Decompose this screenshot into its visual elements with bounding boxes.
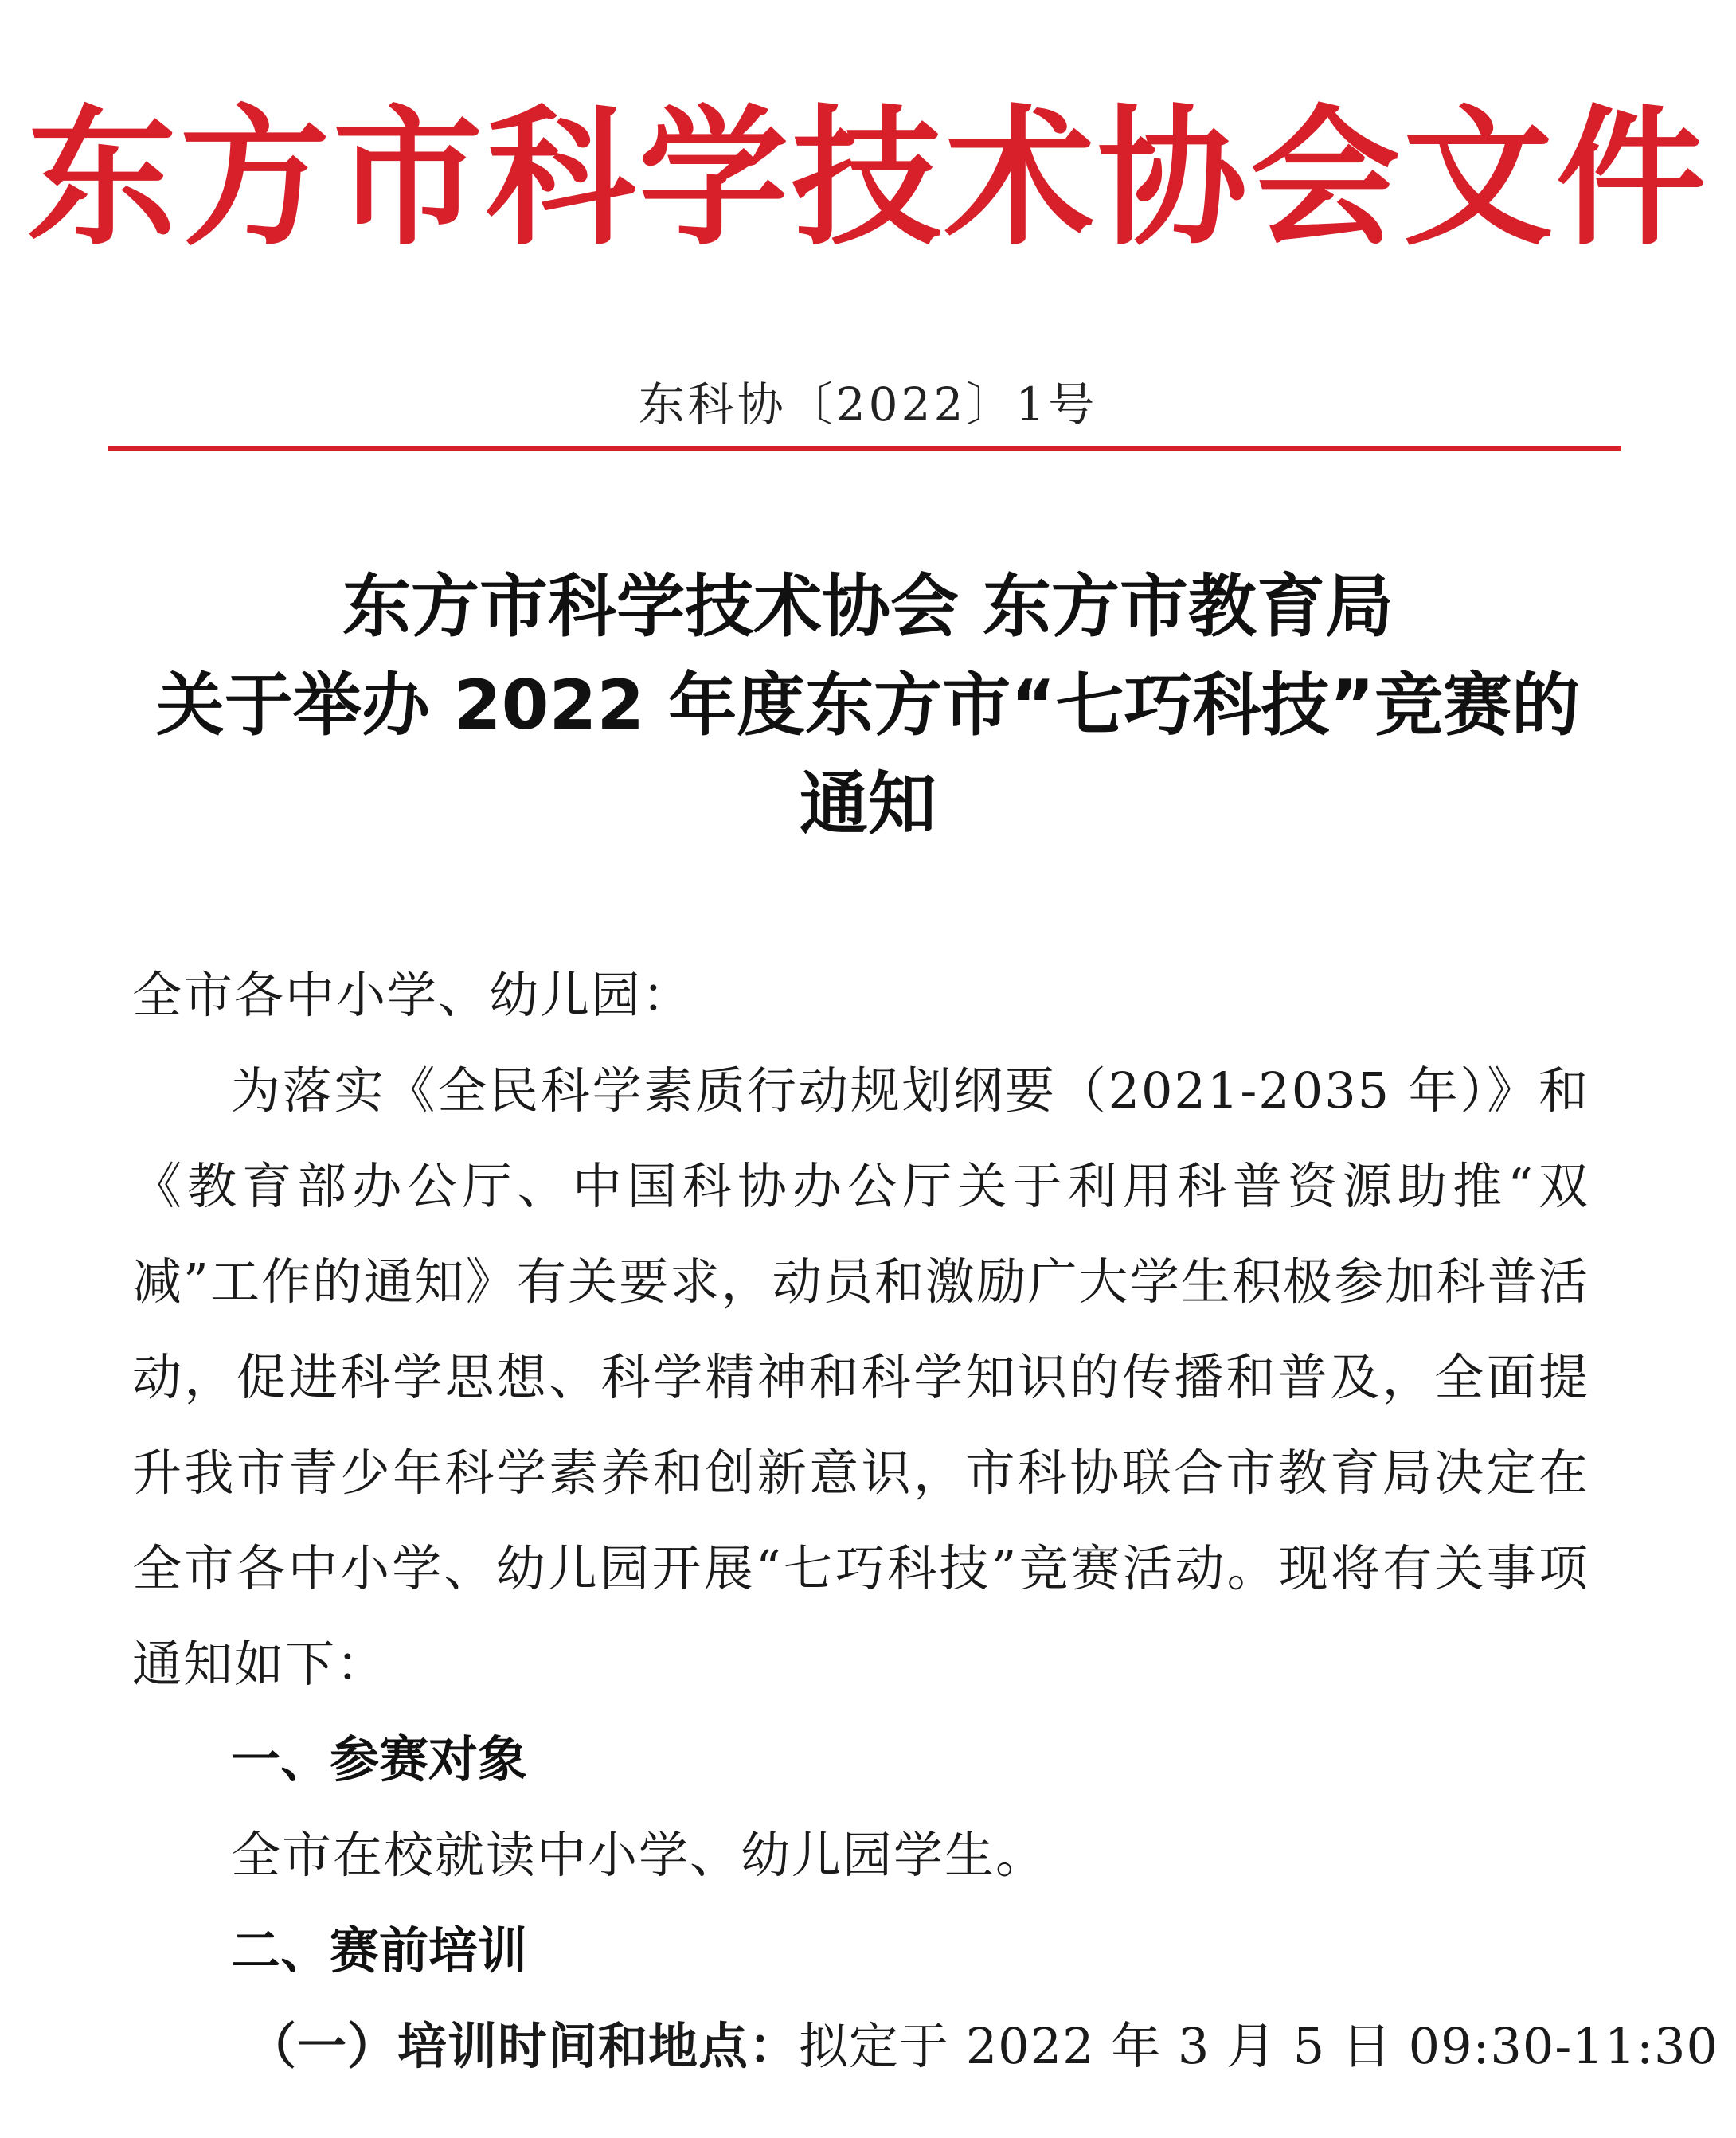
red-divider-line xyxy=(108,446,1621,451)
section-1-heading: 一、参赛对象 xyxy=(231,1730,528,1788)
training-time-label: （一）培训时间和地点： xyxy=(247,2017,800,2075)
salutation: 全市各中小学、幼儿园： xyxy=(132,966,694,1024)
training-time-line xyxy=(247,1999,1718,2094)
document-header-title: 东方市科学技术协会文件 xyxy=(27,92,1709,266)
document-number: 东科协〔2022〕1号 xyxy=(638,377,1098,432)
notice-title xyxy=(0,557,1736,854)
section-2-heading: 二、赛前培训 xyxy=(231,1921,528,1980)
intro-paragraph: 为落实《全民科学素质行动规划纲要（2021-2035 年）》和《教育部办公厅、中国科协办公厅关于利用科普资源助推“双减”工作的通知》有关要求，动员和激励广大学生积极参加科普活动，促进科学思想、科学精神和科学知识的传播和普及，全面提升我市青少年科学素养和创新意识，市科协联合市教育局决定在全市各中小学、幼儿园开展“七巧科技”竞赛活动。现将有关事项通知如下： xyxy=(132,1061,1589,1693)
notice-title-line-1: 东方市科学技术协会 东方市教育局 xyxy=(342,567,1394,647)
notice-title-line-2: 关于举办 2022 年度东方市“七巧科技”竞赛的 xyxy=(155,666,1581,745)
section-1-body: 全市在校就读中小学、幼儿园学生。 xyxy=(231,1826,1047,1884)
notice-title-line-3: 通知 xyxy=(800,764,936,844)
training-time-text: 拟定于 2022 年 3 月 5 日 09:30-11:30 xyxy=(799,2017,1718,2075)
